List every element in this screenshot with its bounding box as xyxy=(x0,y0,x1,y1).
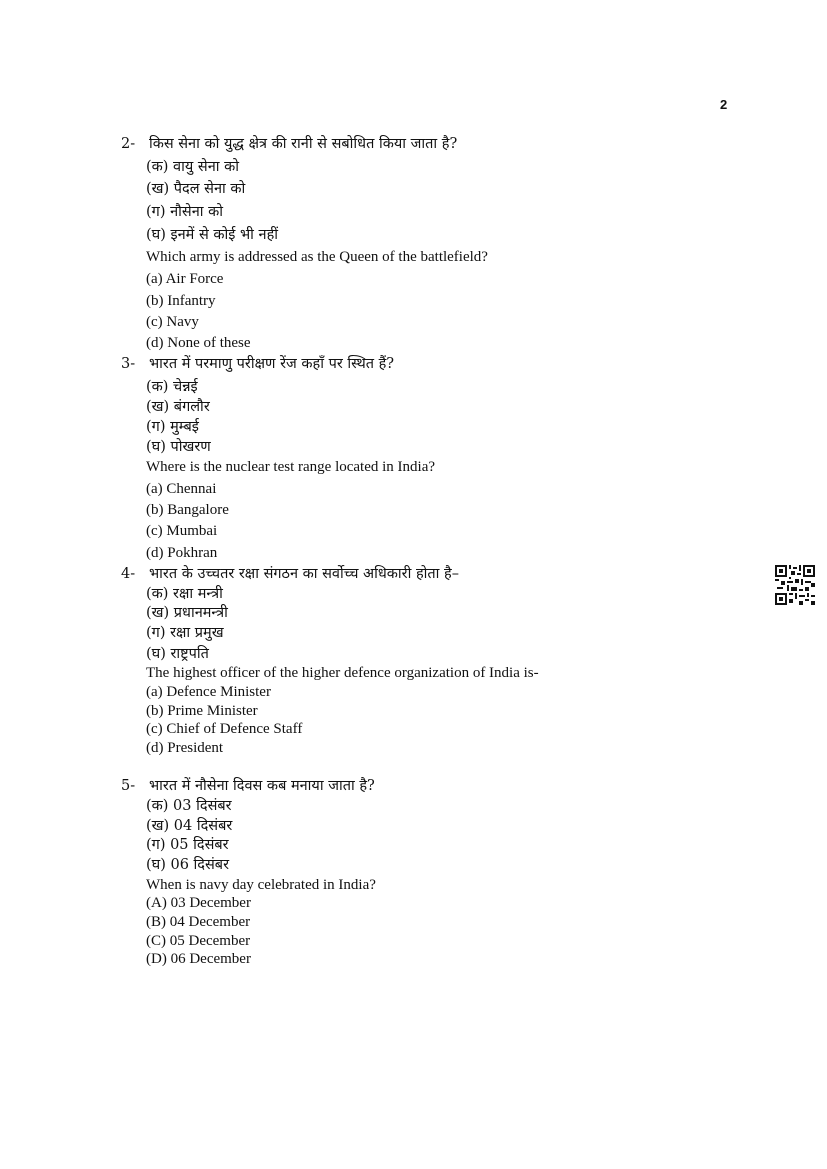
question-2-hindi xyxy=(121,135,457,153)
question-text-hindi: किस सेना को युद्ध क्षेत्र की रानी से सबोधित किया जाता है? xyxy=(148,136,458,152)
question-text-english: When is navy day celebrated in India? xyxy=(146,877,376,893)
question-text-english: Where is the nuclear test range located in India? xyxy=(146,459,436,475)
option-hindi: (ग) रक्षा प्रमुख xyxy=(146,625,224,641)
option-english: (c) Chief of Defence Staff xyxy=(146,721,303,737)
question-text-hindi: भारत में परमाणु परीक्षण रेंज कहाँ पर स्थित हैं? xyxy=(148,356,395,372)
option-hindi: (ग) 05 दिसंबर xyxy=(146,837,229,853)
question-number: 5- xyxy=(121,778,136,794)
option-hindi: (घ) इनमें से कोई भी नहीं xyxy=(146,227,279,243)
option-english: (D) 06 December xyxy=(146,951,251,967)
option-english: (d) None of these xyxy=(146,335,251,351)
question-3-hindi xyxy=(121,355,394,373)
option-english: (d) President xyxy=(146,740,224,756)
option-hindi: (घ) पोखरण xyxy=(146,439,211,455)
option-english: (a) Chennai xyxy=(146,481,217,497)
option-hindi: (ख) 04 दिसंबर xyxy=(146,818,233,834)
question-number: 3- xyxy=(121,356,136,372)
question-number: 4- xyxy=(121,566,136,582)
option-hindi: (क) रक्षा मन्त्री xyxy=(146,586,223,602)
option-english: (a) Air Force xyxy=(146,271,224,287)
option-english: (C) 05 December xyxy=(146,933,251,949)
option-english: (b) Infantry xyxy=(146,293,216,309)
question-4-hindi xyxy=(121,565,459,583)
option-english: (c) Navy xyxy=(146,314,199,330)
option-hindi: (घ) राष्ट्रपति xyxy=(146,646,209,662)
option-english: (d) Pokhran xyxy=(146,545,218,561)
option-english: (b) Prime Minister xyxy=(146,703,258,719)
qr-code-icon xyxy=(775,565,815,605)
option-english: (A) 03 December xyxy=(146,895,251,911)
option-hindi: (ख) प्रधानमन्त्री xyxy=(146,605,228,621)
option-hindi: (क) वायु सेना को xyxy=(146,159,240,175)
question-text-hindi: भारत में नौसेना दिवस कब मनाया जाता है? xyxy=(148,778,375,794)
question-text-english: The highest officer of the higher defence organization of India is- xyxy=(146,665,539,681)
question-5-hindi xyxy=(121,777,375,795)
option-english: (b) Bangalore xyxy=(146,502,229,518)
option-hindi: (ख) पैदल सेना को xyxy=(146,181,246,197)
option-hindi: (क) चेन्नई xyxy=(146,379,198,395)
option-hindi: (क) 03 दिसंबर xyxy=(146,798,232,814)
option-hindi: (ख) बंगलौर xyxy=(146,399,210,415)
page-number: 2 xyxy=(720,97,728,112)
question-text-english: Which army is addressed as the Queen of the battlefield? xyxy=(146,249,488,265)
option-english: (B) 04 December xyxy=(146,914,251,930)
option-hindi: (ग) मुम्बई xyxy=(146,419,199,435)
question-number: 2- xyxy=(121,136,136,152)
option-english: (a) Defence Minister xyxy=(146,684,271,700)
option-english: (c) Mumbai xyxy=(146,523,218,539)
question-text-hindi: भारत के उच्चतर रक्षा संगठन का सर्वोच्च अधिकारी होता है– xyxy=(148,566,459,582)
option-hindi: (घ) 06 दिसंबर xyxy=(146,857,230,873)
option-hindi: (ग) नौसेना को xyxy=(146,204,223,220)
